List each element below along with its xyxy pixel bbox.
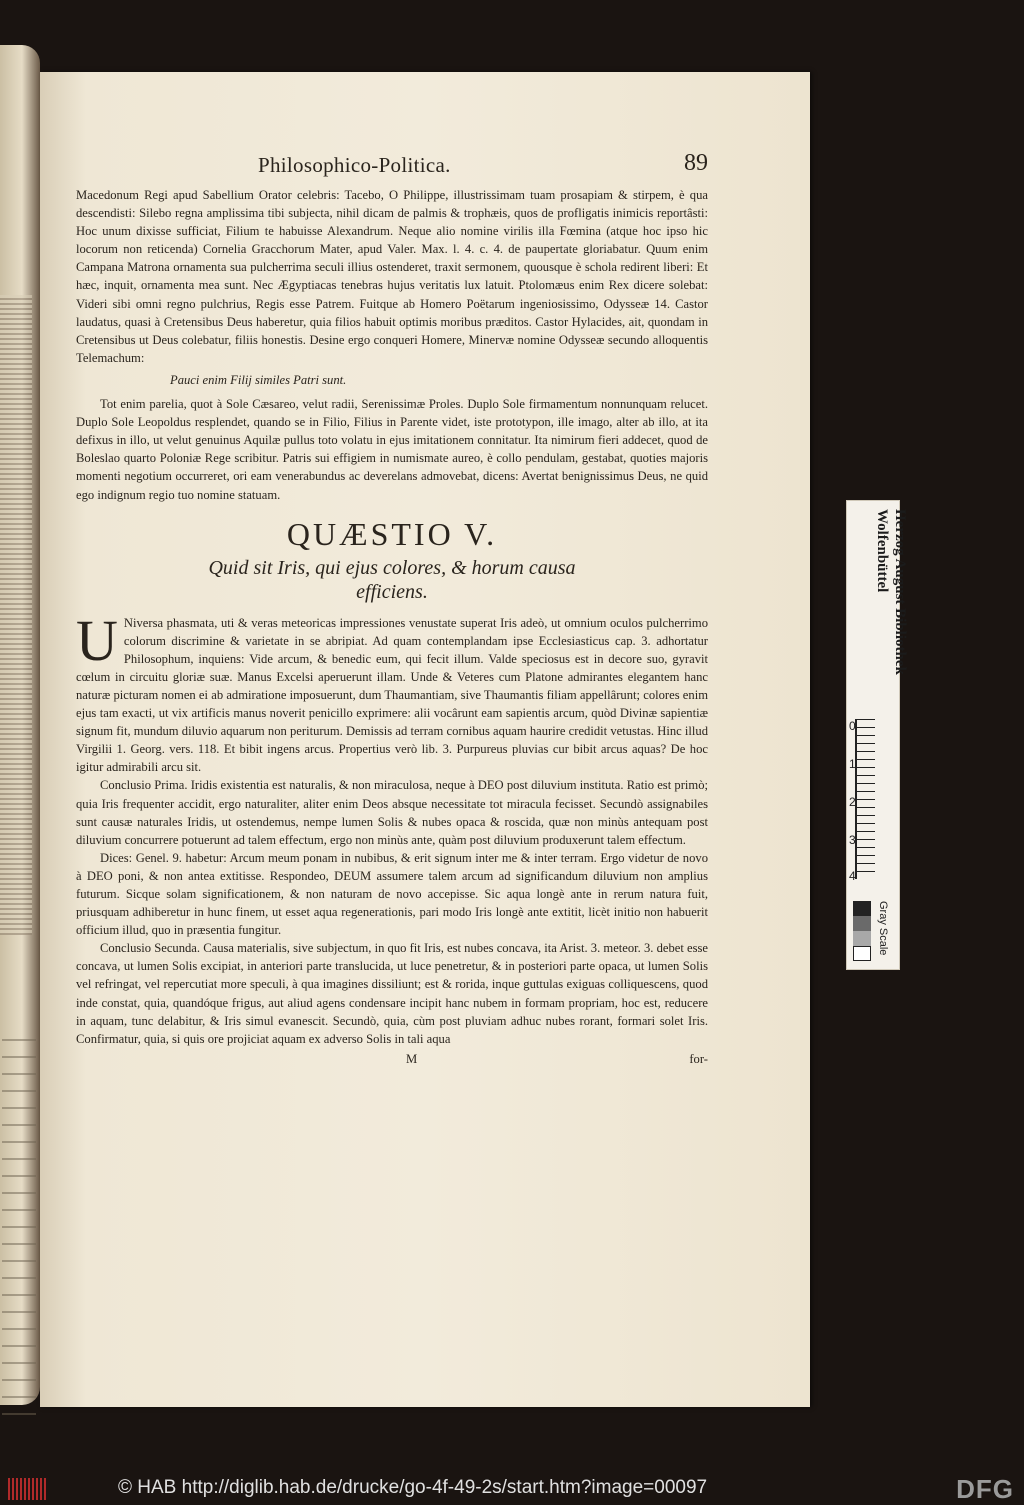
- page-content: [76, 150, 708, 1070]
- source-url-link[interactable]: © HAB http://diglib.hab.de/drucke/go-4f-49-2s/start.htm?image=00097: [118, 1477, 708, 1498]
- scale-ruler: [849, 719, 875, 883]
- gray-scale-label: Gray Scale: [877, 901, 889, 956]
- gray-scale-patches: [853, 901, 871, 961]
- barcode-icon: [8, 1478, 48, 1500]
- question-subtitle: Quid sit Iris, qui ejus colores, & horum causa efficiens.: [208, 556, 576, 603]
- library-label-strip: [846, 500, 908, 970]
- signature-mark: M: [406, 1051, 418, 1066]
- paragraph: Conclusio Prima. Iridis existentia est naturalis, & non miraculosa, neque à DEO post diluvium instituta. Ratio est primò; quia Iris frequenter accidit, ergo naturaliter, aliter enim Deos absque necessitate tot miracula fecisset. Secundò assignabiles sunt causæ naturales Iridis, ut ostendemus, nempe lumen Solis & nubes opaca & roscida, quæ non minùs antequam post diluvium concurrere potuerunt ad talem effectum, ergo non minùs ante, quàm post diluvium produxerunt talem effectum.: [76, 778, 708, 847]
- viewer-footer: [0, 1472, 1024, 1505]
- paragraph: [76, 607, 708, 777]
- page-footer-line: [76, 1050, 708, 1070]
- scale-mark: 3: [849, 833, 856, 847]
- catchword: for-: [689, 1051, 708, 1066]
- dfg-logo: DFG: [956, 1474, 1014, 1504]
- running-head: [76, 150, 708, 186]
- verse-quote: Pauci enim Filij similes Patri sunt.: [170, 372, 347, 387]
- gray-patch: [853, 946, 871, 961]
- paragraph: Macedonum Regi apud Sabellium Orator celebris: Tacebo, O Philippe, illustrissimam tuam prosapiam & stirpem, è qua descendisti: Silebo regna amplissima tibi subjecta, nihil dicam de palmis & trophæis, quos de profligatis inimicis reportâsti: Hoc unum dixisse sufficiat, Filium te habuisse Alexandrum. Neque alio nomine virilis illa Fœmina (atque hoc ipso hic locorum non reticenda) Cornelia Gracchorum Mater, apud Valer. Max. l. 4. c. 4. de paupertate gloriabatur. Quum enim Campana Matrona ornamenta sua pulcherrima seculi illius ostenderet, traxit sermonem, quousque è schola redirent liberi: Et hæc, inquit, ornamenta mea sunt. Nec Ægyptiacas tenebras hujus veritatis lux latuit. Ptolomæus enim Rex dicere solebat: Videri sibi omni regno pulchrius, Regis esse Patrem. Fuitque ab Homero Poëtarum ingeniosissimo, Odysseæ 14. Castor laudatus, quasi à Cretensibus Deus haberetur, quia filios habuit optimis moribus præditos. Castor Hylacides, ait, quondam in Cretensibus ut Deus colebatur, filiis honestis. Desine ergo conqueri Homere, Minervæ nomine Odysseæ secundo alloquentis Telemachum:: [76, 188, 708, 365]
- library-name: Herzog August Bibliothek Wolfenbüttel: [874, 509, 908, 675]
- scale-mark: 4: [849, 869, 856, 883]
- running-head-title: Philosophico-Politica.: [258, 153, 451, 177]
- gray-patch: [853, 931, 871, 946]
- paragraph-text: Niversa phasmata, uti & veras meteoricas impressiones venustate superat Iris adeò, ut omnium oculos pulcherrimo colorum discrimine & varietate in se abripiat. Ad quam contemplandam ipse Ecclesiasticus cap. 3. adhortatur Philosophum, inquiens: Vide arcum, & benedic eum, qui fecit illum. Valde speciosus est in decore suo, gyravit cœlum in circuitu gloriæ suæ. Manus Excelsi aperuerunt illam. Unde & Veteres cum Platone admirantes elegantem hanc naturæ picturam nomen ei ab admiratione imposuerunt, dum Thaumantiam, sive Thaumantis filiam appellârunt; colores enim ejus tam exacti, ut vix artificis manus noverit penicillo exprimere: alii vocârunt eam sapientis arcum, quòd Divinæ sapientiæ signum fit, mundum diluvio aquarum non periturum. Demissis ad terram cornibus aquam haurire credidit vetustas. Hinc illud Virgilii 1. Georg. vers. 118. Et bibit ingens arcus. Propertius verò lib. 3. Purpureus pluvias cur bibit arcus aquas? De hoc igitur admirabili arcu sit.: [76, 615, 708, 775]
- gray-patch: [853, 916, 871, 931]
- scale-mark: 0: [849, 719, 856, 733]
- engraving-fragment: [0, 295, 32, 935]
- previous-page-edge: [0, 45, 40, 1405]
- paragraph: Dices: Genel. 9. habetur: Arcum meum ponam in nubibus, & erit signum inter me & inter terram. Ergo videtur de novo à DEO poni, & non antea extitisse. Respondeo, DEUM assumere talem arcum ad significandum diluvium non amplius futurum. Sicque solam significationem, & non naturam de novo accepisse. Sic aqua longè ante in rerum natura fuit, priusquam adhiberetur in hunc finem, ut esset aqua regenerationis, pari modo Iris longè ante extitit, licèt initio non habuerit officium illud, quo in præsentia fungitur.: [76, 850, 708, 938]
- paragraph: Tot enim parelia, quot à Sole Cæsareo, velut radii, Serenissimæ Proles. Duplo Sole firmamentum nonnunquam relucet. Duplo Sole Leopoldus resplendet, quando se in Filio, Filius in Parente videt, iste prototypon, ille imago, alter ab illo, at ita defixus in illo, ut velut genuinus Aquilæ pullus toto volatu in ejus imitationem connitatur. Ita nimirum fieri addecet, quod de Boleslao quarto Poloniæ Rege scribitur. Patris sui effigiem in numismate aureo, è collo pendulam, gestabat, quoties majoris momenti negotium occurreret, ori eam venerabundus ac deverelans admovebat, dicens: Avertat benignissimus Deus, ne quid ego indignum regio tuo nomine statuam.: [76, 397, 708, 502]
- scale-mark: 1: [849, 757, 856, 771]
- section-heading: [76, 514, 708, 604]
- book-page: [40, 72, 810, 1407]
- drop-cap: U: [76, 607, 118, 673]
- question-title: QUÆSTIO V.: [286, 515, 498, 552]
- paragraph: Conclusio Secunda. Causa materialis, sive subjectum, in quo fit Iris, est nubes concava, ita Arist. 3. meteor. 3. debet esse concava, ut lumen Solis excipiat, in anteriori parte translucida, ut luce penetretur, & in posteriori parte opaca, ut lumen Solis vel refringat, vel repercutiat more speculi, à qua imagines dissiliunt; est & rorida, inque guttulas exiguas colliquescens, quod inde constat, quia, quandóque frigus, aut aliud agens condensare incipit hanc nubem in formam propriam, hoc est, reducere in aquam, tunc delabitur, & Iris simul evanescit. Secundò, quia, cùm post pluviam adhuc nubes rorant, formari solet Iris. Confirmatur, quia, si quis ore projiciat aquam ex adverso Solis in tali aqua: [76, 941, 708, 1046]
- page-number: 89: [684, 150, 708, 176]
- previous-page-text-fragment: [2, 1035, 36, 1415]
- gray-patch: [853, 901, 871, 916]
- scale-mark: 2: [849, 795, 856, 809]
